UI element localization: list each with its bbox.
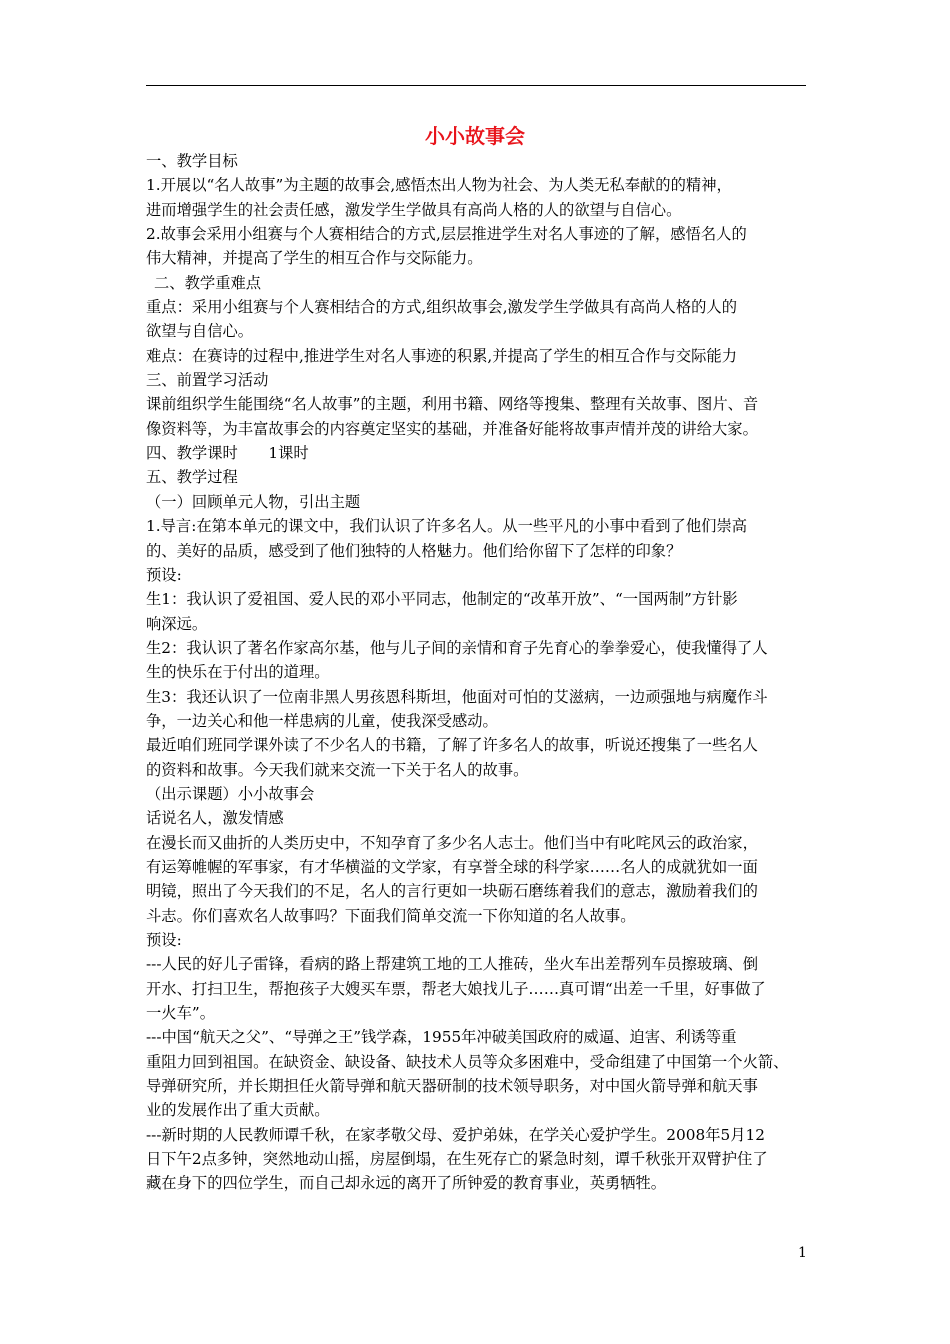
text-line: 藏在身下的四位学生，而自己却永远的离开了所钟爱的教育事业，英勇牺牲。 [146,1174,667,1193]
text-line: 1.开展以“名人故事”为主题的故事会,感悟杰出人物为社会、为人类无私奉献的的精神， [146,176,732,195]
text-line: 伟大精神，并提高了学生的相互合作与交际能力。 [146,249,483,268]
text-line: 的、美好的品质，感受到了他们独特的人格魅力。他们给你留下了怎样的印象？ [146,541,682,560]
text-line: 业的发展作出了重大贡献。 [146,1101,330,1120]
section-heading: 二、教学重难点 [154,273,262,292]
text-line: 欲望与自信心。 [146,322,254,341]
text-line: 一火车”。 [146,1004,216,1023]
text-line: 斗志。你们喜欢名人故事吗？下面我们简单交流一下你知道的名人故事。 [146,906,636,925]
text-line: 生的快乐在于付出的道理。 [146,663,330,682]
text-line: 生2：我认识了著名作家高尔基，他与儿子间的亲情和育子先育心的拳拳爱心，使我懂得了人 [146,638,768,657]
text-line: 难点：在赛诗的过程中,推进学生对名人事迹的积累,并提高了学生的相互合作与交际能力 [146,346,738,365]
text-line: ---中国“航天之父”、“导弹之王”钱学森，1955年冲破美国政府的威逼、迫害、利诱等重 [146,1028,737,1047]
text-line: ---新时期的人民教师谭千秋，在家孝敬父母、爱护弟妹，在学关心爱护学生。2008年5月12 [146,1125,766,1144]
text-line: 预设: [146,565,182,584]
text-line: 话说名人，激发情感 [146,809,284,828]
text-line: 课前组织学生能围绕“名人故事”的主题，利用书籍、网络等搜集、整理有关故事、图片、音 [146,395,759,414]
section-heading: 四、教学课时 1课时 [146,444,309,463]
section-heading: 三、前置学习活动 [146,371,269,390]
text-line: 1.导言:在第本单元的课文中，我们认识了许多名人。从一些平凡的小事中看到了他们崇高 [146,517,748,536]
text-line: 重点：采用小组赛与个人赛相结合的方式,组织故事会,激发学生学做具有高尚人格的人的 [146,298,738,317]
document-body [146,149,810,1196]
text-line: 重阻力回到祖国。在缺资金、缺设备、缺技术人员等众多困难中，受命组建了中国第一个火箭、 [146,1052,789,1071]
document-title: 小小故事会 [425,124,525,148]
text-line: 像资料等，为丰富故事会的内容奠定坚实的基础，并准备好能将故事声情并茂的讲给大家。 [146,419,758,438]
text-line: 响深远。 [146,614,208,633]
text-line: （出示课题）小小故事会 [146,784,315,803]
header-rule [146,85,806,86]
text-line: 日下午2点多钟，突然地动山摇，房屋倒塌，在生死存亡的紧急时刻，谭千秋张开双臂护住了 [146,1150,768,1169]
text-line: 生1：我认识了爱祖国、爱人民的邓小平同志，他制定的“改革开放”、“一国两制”方针影 [146,590,738,609]
text-line: 预设: [146,931,182,949]
text-line: 导弹研究所，并长期担任火箭导弹和航天器研制的技术领导职务，对中国火箭导弹和航天事 [146,1077,758,1096]
section-heading: 五、教学过程 [146,468,238,487]
page-number: 1 [798,1245,807,1261]
text-line: 争，一边关心和他一样患病的儿童，使我深受感动。 [146,711,498,730]
text-line: （一）回顾单元人物，引出主题 [146,492,361,511]
text-line: 有运筹帷幄的军事家，有才华横溢的文学家，有享誉全球的科学家……名人的成就犹如一面 [146,857,758,876]
text-line: 一、教学目标 [146,152,238,170]
text-line: 进而增强学生的社会责任感，激发学生学做具有高尚人格的人的欲望与自信心。 [146,200,682,219]
text-line: 开水、打扫卫生，帮抱孩子大嫂买车票，帮老大娘找儿子……真可谓“出差一千里，好事做了 [146,979,766,998]
text-line: 的资料和故事。今天我们就来交流一下关于名人的故事。 [146,760,529,779]
text-line: 2.故事会采用小组赛与个人赛相结合的方式,层层推进学生对名人事迹的了解，感悟名人的 [146,225,747,244]
text-line: 明镜，照出了今天我们的不足，名人的言行更如一块砺石磨练着我们的意志，激励着我们的 [146,882,758,901]
text-line: ---人民的好儿子雷锋，看病的路上帮建筑工地的工人推砖，坐火车出差帮列车员擦玻璃、倒 [146,955,759,974]
text-line: 在漫长而又曲折的人类历史中，不知孕育了多少名人志士。他们当中有叱咤风云的政治家， [146,833,758,852]
text-line: 生3：我还认识了一位南非黑人男孩恩科斯坦，他面对可怕的艾滋病，一边顽强地与病魔作斗 [146,687,768,706]
text-line: 最近咱们班同学课外读了不少名人的书籍，了解了许多名人的故事，听说还搜集了一些名人 [146,736,758,755]
